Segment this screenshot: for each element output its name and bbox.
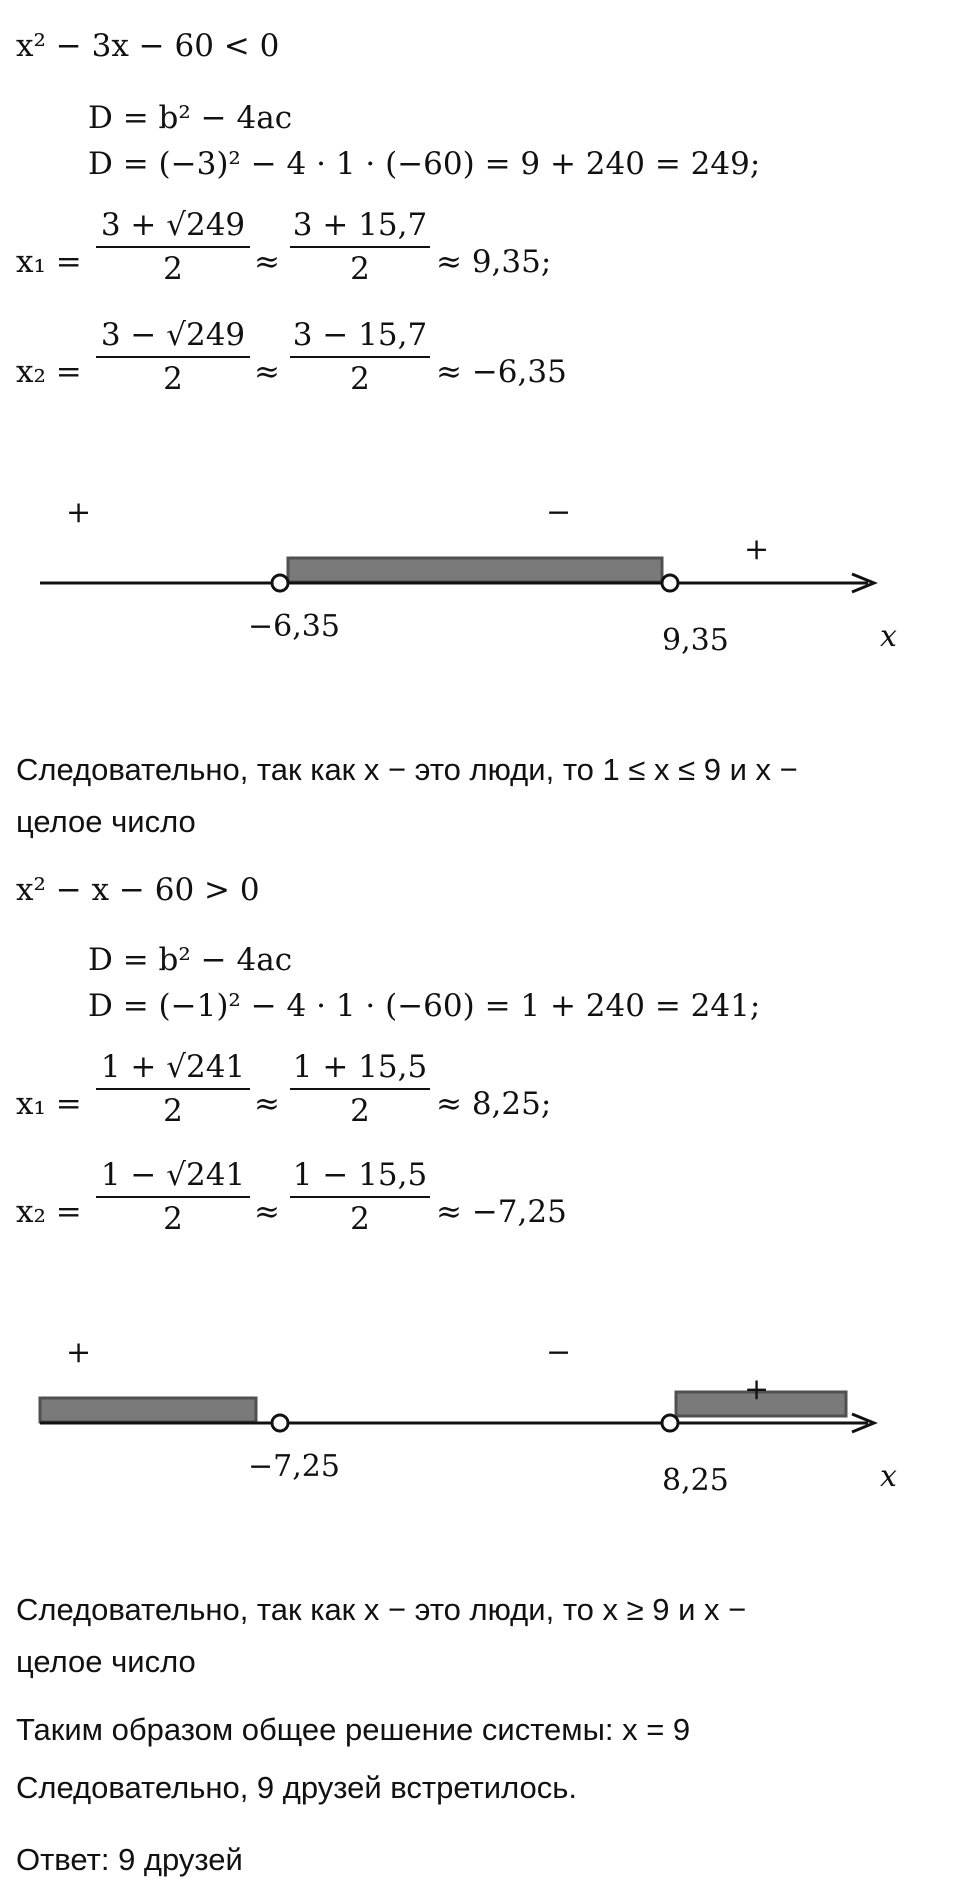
root-x1-label-2: x₁ = [16, 1086, 82, 1122]
conclusion-2-line-1: Следовательно, так как x − это люди, то x ≥ 9 и x − [16, 1592, 747, 1627]
approx-sign: ≈ [254, 1194, 280, 1230]
axis-label: x [880, 619, 897, 654]
root-x2-result-1: ≈ −6,35 [436, 354, 567, 390]
sign-right: + [744, 1372, 770, 1407]
number-line-1 [0, 480, 960, 660]
root-x1-result-2: ≈ 8,25; [436, 1086, 552, 1122]
point-label-right: 9,35 [662, 623, 729, 658]
open-point-left [272, 575, 288, 591]
fraction-numerator: 1 + √241 [100, 1049, 246, 1085]
point-label-right: 8,25 [662, 1463, 729, 1498]
fraction-numerator: 1 − 15,5 [292, 1157, 428, 1193]
inequality-1: x² − 3x − 60 < 0 [16, 28, 280, 64]
discriminant-calc-2: D = (−1)² − 4 · 1 · (−60) = 1 + 240 = 241; [88, 988, 761, 1024]
root-x2-approx-fraction-1 [290, 318, 430, 396]
axis-label: x [880, 1459, 897, 1494]
discriminant-calc-1: D = (−3)² − 4 · 1 · (−60) = 9 + 240 = 249; [88, 146, 761, 182]
root-x2-fraction-2 [96, 1158, 250, 1236]
discriminant-formula-1: D = b² − 4ac [88, 100, 293, 136]
final-answer: Ответ: 9 друзей [16, 1842, 243, 1877]
conclusion-1-line-2: целое число [16, 804, 196, 839]
fraction-denominator: 2 [350, 251, 370, 287]
root-x2-fraction-1 [96, 318, 250, 396]
root-x1-approx-fraction-1 [290, 208, 430, 286]
approx-sign: ≈ [254, 244, 280, 280]
inequality-2: x² − x − 60 > 0 [16, 872, 260, 908]
open-point-right [662, 575, 678, 591]
root-x2-label-2: x₂ = [16, 1194, 82, 1230]
conclusion-2-line-2: целое число [16, 1644, 196, 1679]
root-x1-label-1: x₁ = [16, 244, 82, 280]
point-label-left: −7,25 [248, 1449, 340, 1484]
fraction-numerator: 3 + 15,7 [292, 207, 428, 243]
root-x1-approx-fraction-2 [290, 1050, 430, 1128]
fraction-numerator: 3 + √249 [100, 207, 246, 243]
sign-right: + [744, 532, 770, 567]
approx-sign: ≈ [254, 354, 280, 390]
fraction-denominator: 2 [350, 361, 370, 397]
discriminant-formula-2: D = b² − 4ac [88, 942, 293, 978]
root-x1-fraction-2 [96, 1050, 250, 1128]
shaded-interval-left [40, 1398, 256, 1422]
root-x2-label-1: x₂ = [16, 354, 82, 390]
shaded-interval [288, 558, 662, 582]
fraction-denominator: 2 [350, 1201, 370, 1237]
root-x2-approx-fraction-2 [290, 1158, 430, 1236]
fraction-denominator: 2 [163, 361, 183, 397]
open-point-left [272, 1415, 288, 1431]
root-x1-result-1: ≈ 9,35; [436, 244, 552, 280]
fraction-numerator: 1 + 15,5 [292, 1049, 428, 1085]
number-line-2 [0, 1320, 960, 1500]
fraction-denominator: 2 [163, 251, 183, 287]
sign-left: + [66, 1335, 92, 1370]
sign-middle: − [546, 1335, 572, 1370]
root-x1-fraction-1 [96, 208, 250, 286]
conclusion-1-line-1: Следовательно, так как x − это люди, то 1 ≤ x ≤ 9 и x − [16, 752, 798, 787]
open-point-right [662, 1415, 678, 1431]
fraction-denominator: 2 [350, 1093, 370, 1129]
friends-met-conclusion: Следовательно, 9 друзей встретилось. [16, 1770, 578, 1805]
fraction-numerator: 1 − √241 [100, 1157, 246, 1193]
fraction-numerator: 3 − √249 [100, 317, 246, 353]
general-solution: Таким образом общее решение системы: x = 9 [16, 1712, 691, 1747]
point-label-left: −6,35 [248, 609, 340, 644]
fraction-denominator: 2 [163, 1093, 183, 1129]
root-x2-result-2: ≈ −7,25 [436, 1194, 567, 1230]
sign-left: + [66, 495, 92, 530]
fraction-denominator: 2 [163, 1201, 183, 1237]
sign-middle: − [546, 495, 572, 530]
fraction-numerator: 3 − 15,7 [292, 317, 428, 353]
approx-sign: ≈ [254, 1086, 280, 1122]
